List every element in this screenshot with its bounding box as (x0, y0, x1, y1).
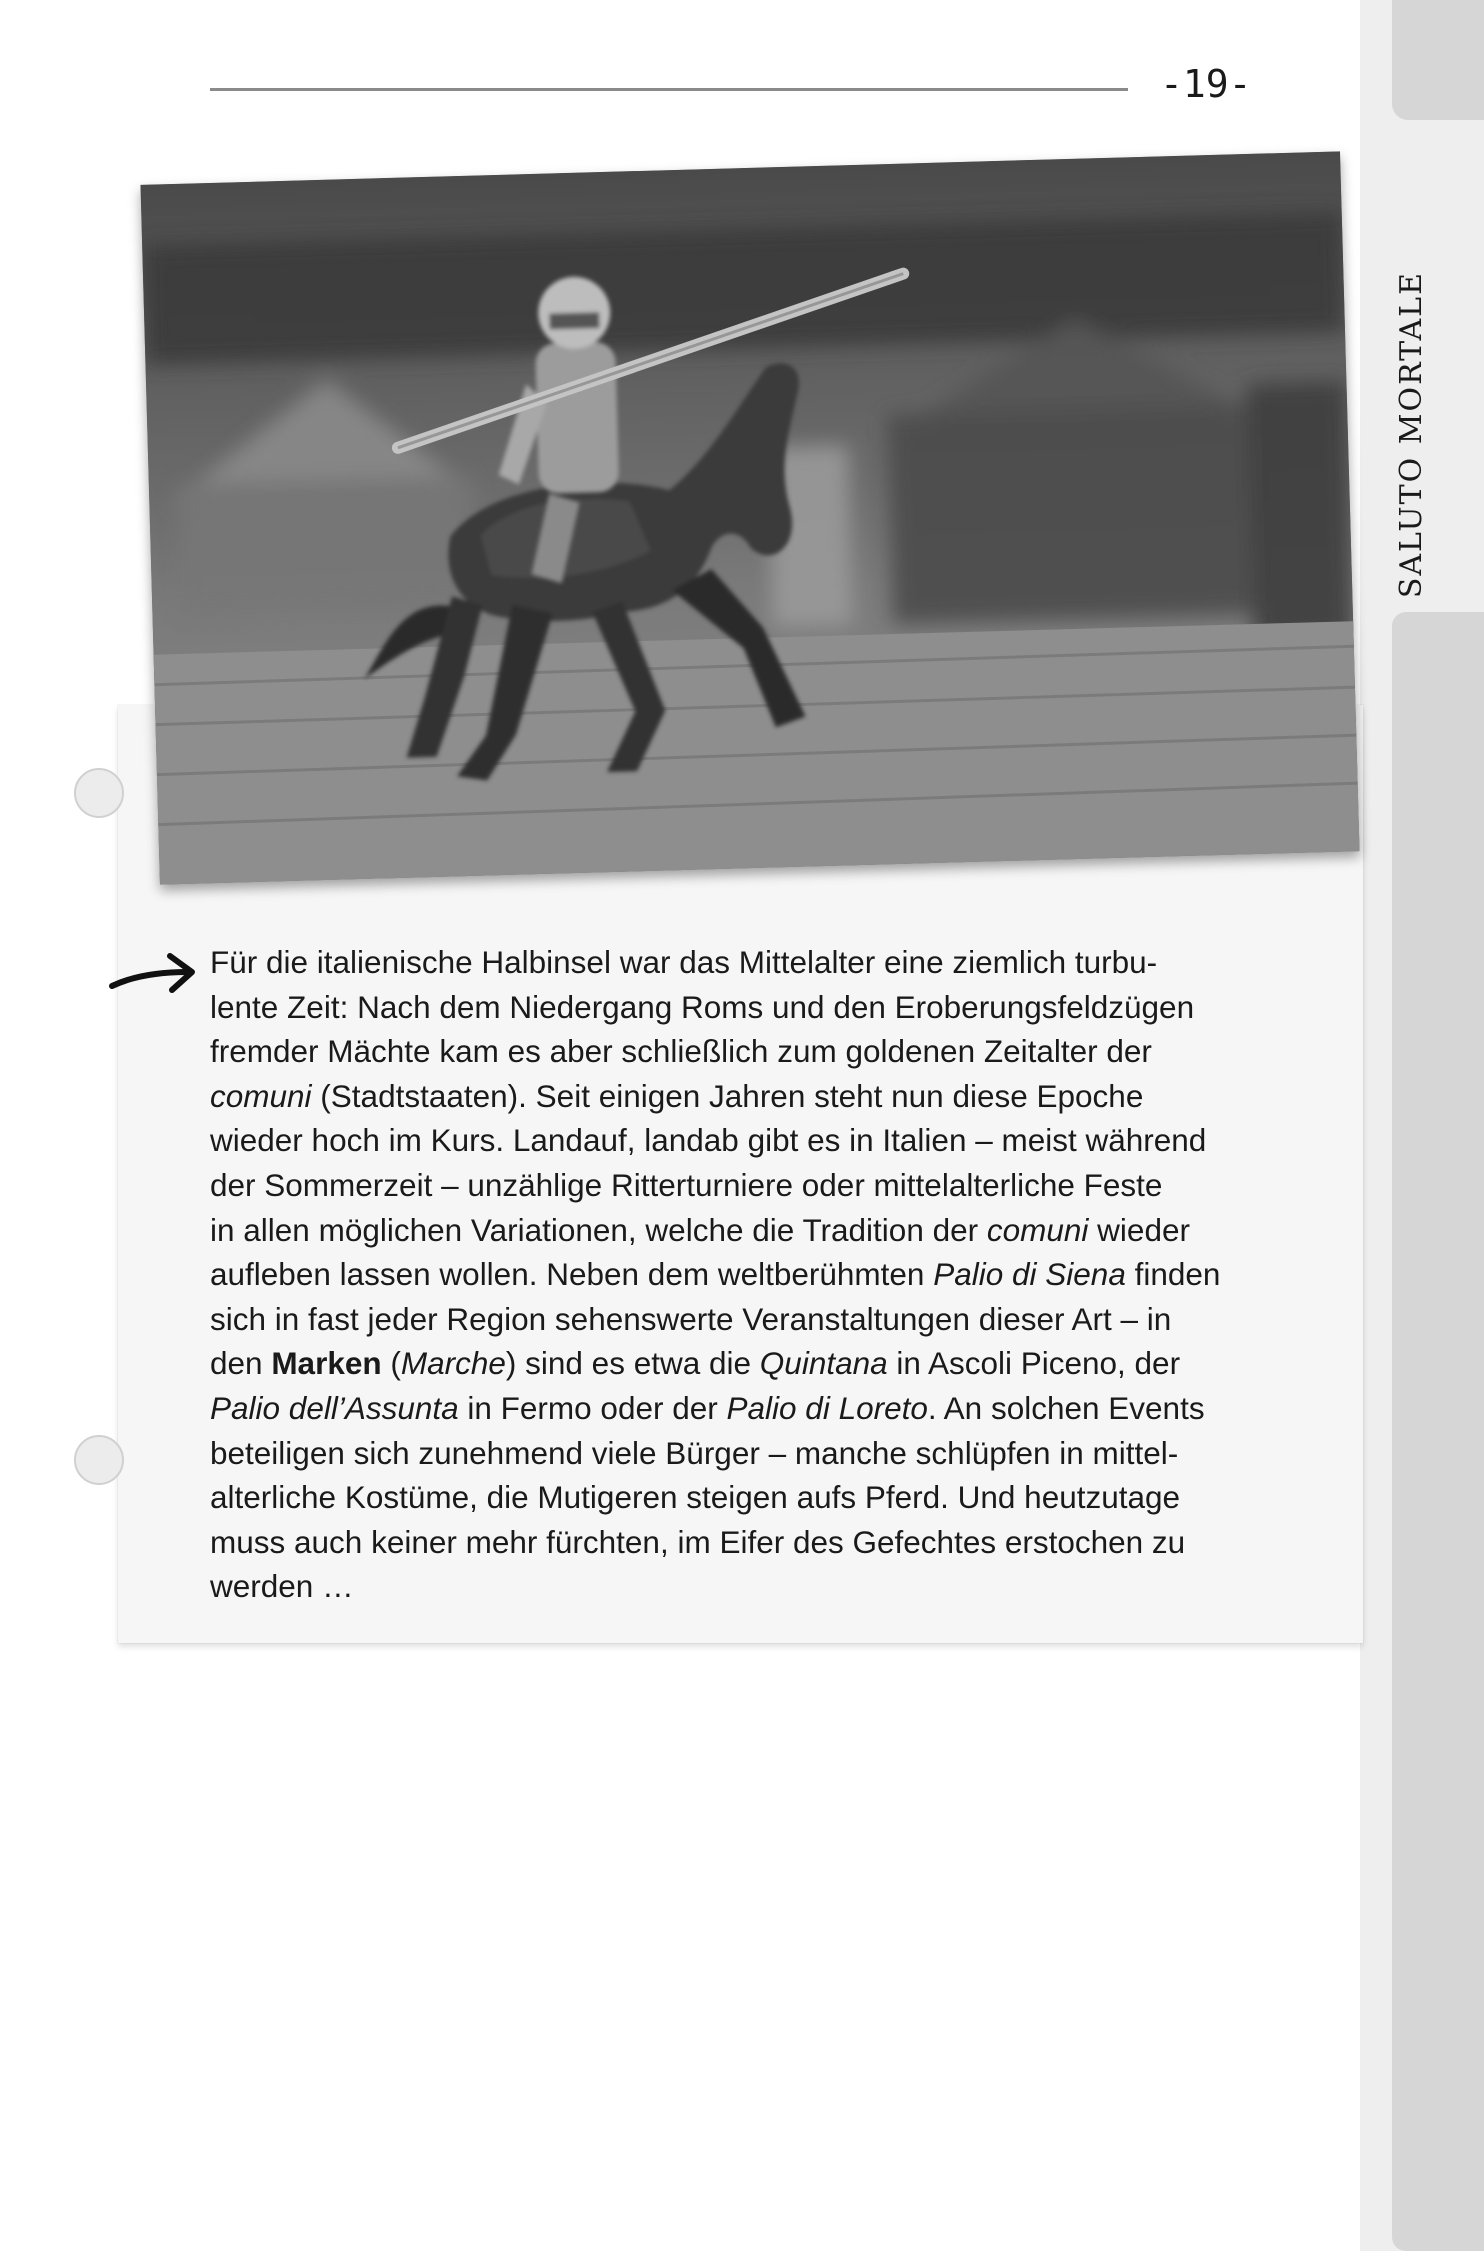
photo-illustration (140, 151, 1359, 884)
side-tab-label (1383, 271, 1439, 599)
body-text-segment: den (210, 1345, 272, 1382)
body-text-segment: . An solchen Events (927, 1389, 1205, 1426)
body-text-segment: Für die italienische Halbinsel war das Mittelalter eine ziemlich turbu- (210, 944, 1158, 980)
body-text-segment: Palio dell’Assunta (210, 1389, 459, 1426)
body-line (210, 940, 1290, 985)
body-line (210, 985, 1290, 1030)
body-text-segment: Marken (271, 1345, 382, 1382)
body-text-segment: der Sommerzeit – unzählige Ritterturniere oder mittelalterliche Feste (210, 1166, 1163, 1203)
body-line (210, 1475, 1290, 1520)
body-line (210, 1208, 1290, 1253)
body-line (210, 1029, 1290, 1074)
punch-hole-top (74, 768, 124, 818)
body-text-segment: Palio di Siena (933, 1256, 1126, 1293)
body-line (210, 1431, 1290, 1476)
header-rule (210, 88, 1128, 91)
body-line (210, 1074, 1290, 1119)
body-line (210, 1341, 1290, 1386)
body-text-segment: wieder (1088, 1211, 1190, 1248)
pointer-arrow-icon (108, 950, 198, 1000)
body-text-segment: in Ascoli Piceno, der (887, 1345, 1181, 1382)
body-text-segment: comuni (210, 1077, 312, 1114)
side-tab-upper (1392, 0, 1484, 120)
body-line (210, 1118, 1290, 1163)
body-text-segment: aufleben lassen wollen. Neben dem weltberühmten (210, 1256, 934, 1293)
side-tab-lower (1392, 612, 1484, 2251)
body-text-segment: beteiligen sich zunehmend viele Bürger – manche schlüpfen in mittel- (210, 1434, 1179, 1471)
body-line (210, 1252, 1290, 1297)
body-text-segment: Quintana (759, 1345, 888, 1382)
jousting-knight-photo (140, 151, 1359, 884)
body-line (210, 1163, 1290, 1208)
body-text-segment: lente Zeit: Nach dem Niedergang Roms und den Eroberungsfeldzügen (210, 988, 1195, 1025)
body-text-segment: in allen möglichen Variationen, welche die Tradition der (210, 1211, 987, 1248)
body-line (210, 1386, 1290, 1431)
body-text-segment: finden (1125, 1256, 1221, 1293)
body-text-segment: muss auch keiner mehr fürchten, im Eifer des Gefechtes erstochen zu (210, 1523, 1186, 1560)
body-text-segment: alterliche Kostüme, die Mutigeren steigen aufs Pferd. Und heutzutage (210, 1479, 1181, 1516)
side-tab-label-text: SALUTO MORTALE (1393, 271, 1429, 599)
body-text-segment: werden … (210, 1568, 354, 1605)
page-number: -19- (1160, 62, 1252, 106)
body-text-segment: sich in fast jeder Region sehenswerte Veranstaltungen dieser Art – in (210, 1300, 1172, 1337)
body-paragraph (210, 940, 1290, 1609)
body-line (210, 1564, 1290, 1609)
body-text-segment: in Fermo oder der (458, 1389, 727, 1426)
body-text-segment: ) sind es etwa die (505, 1345, 760, 1382)
body-text-segment: (Stadtstaaten). Seit einigen Jahren steht nun diese Epoche (311, 1077, 1144, 1114)
body-line (210, 1520, 1290, 1565)
body-text-segment: Marche (400, 1345, 506, 1382)
body-text-segment: wieder hoch im Kurs. Landauf, landab gibt es in Italien – meist während (210, 1122, 1207, 1159)
body-text-segment: comuni (986, 1211, 1089, 1248)
body-text-segment: ( (381, 1345, 401, 1382)
body-text-segment: Palio di Loreto (726, 1389, 928, 1426)
body-text-segment: fremder Mächte kam es aber schließlich zum goldenen Zeitalter der (210, 1033, 1152, 1070)
punch-hole-bottom (74, 1435, 124, 1485)
body-line (210, 1297, 1290, 1342)
